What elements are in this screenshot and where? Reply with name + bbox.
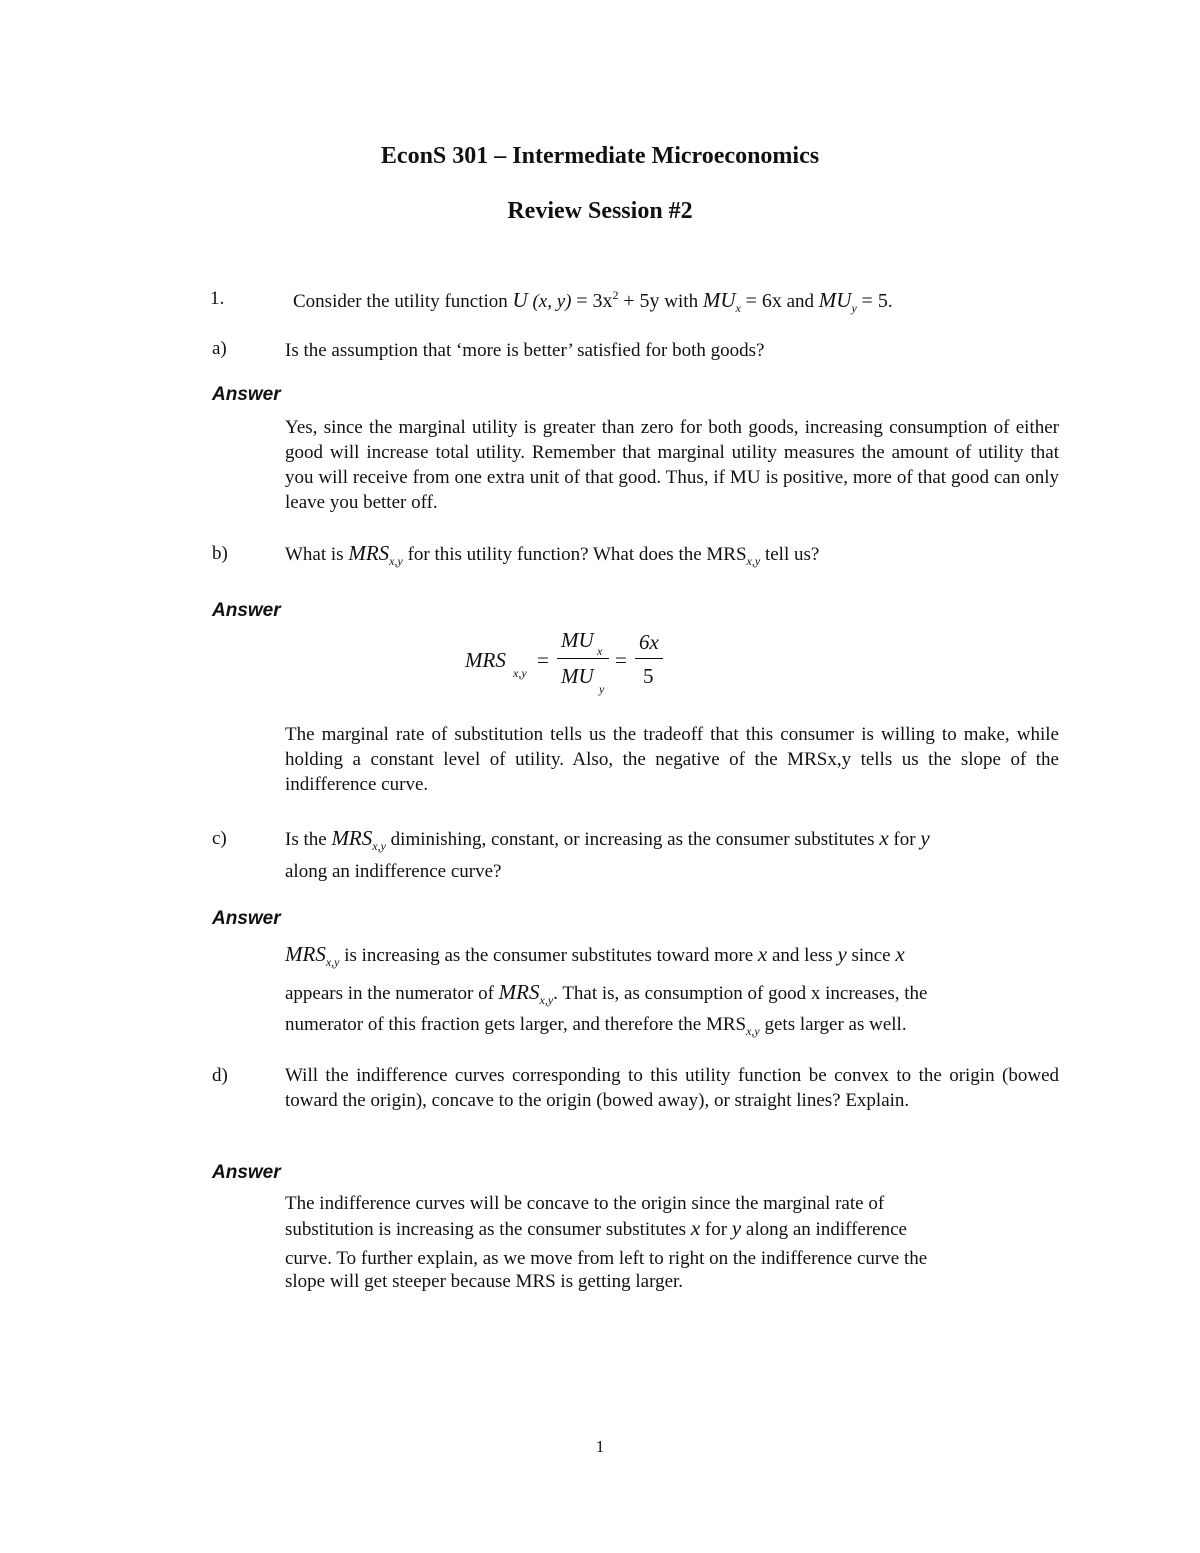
formula-mrs-subscript: x,y bbox=[513, 666, 527, 680]
part-a-label: a) bbox=[212, 338, 227, 359]
formula-equals-2: = bbox=[615, 648, 627, 672]
part-b-answer: The marginal rate of substitution tells us the tradeoff that this consumer is willing to make, while holding a constant level of utility. Also, the negative of the MRSx,y tells us the slope of the indifference curve. bbox=[285, 724, 1059, 795]
part-a-answer-label: Answer bbox=[212, 384, 281, 405]
part-c-question-line1: Is the $MRS_{x,y}$ diminishing, constant, or increasing as the consumer substitutes x for y bbox=[285, 826, 930, 853]
formula-frac-den: 5 bbox=[643, 664, 654, 688]
part-d-answer-line4: slope will get steeper because MRS is getting larger. bbox=[285, 1271, 684, 1292]
part-b-answer-label: Answer bbox=[212, 600, 281, 621]
mrs-formula bbox=[465, 628, 685, 698]
part-a-answer: Yes, since the marginal utility is greater than zero for both goods, increasing consumption of either good will increase total utility. Remember that marginal utility measures the amount of utility that you will receive from one extra unit of that good. Thus, if MU is positive, more of that good can only leave you better off. bbox=[285, 417, 1059, 513]
formula-num-sub: x bbox=[597, 644, 603, 658]
formula-den-sub: y bbox=[599, 682, 605, 696]
part-b-question: What is $MRS_{x,y}$ for this utility function? What does the $MRS_{x,y}$ tell us? bbox=[285, 541, 820, 568]
formula-mrs: MRS bbox=[465, 648, 506, 672]
part-d-label: d) bbox=[212, 1065, 228, 1086]
part-a-question: Is the assumption that ‘more is better’ satisfied for both goods? bbox=[285, 340, 765, 361]
formula-den-mu: MU bbox=[561, 664, 594, 688]
part-d-question: Will the indifference curves corresponding to this utility function be convex to the origin (bowed toward the origin), concave to the origin (bowed away), or straight lines? Explain. bbox=[285, 1065, 1059, 1111]
question-text: Consider the utility function U (x, $y) = 3x^2 + 5y$ with $MU_x = 6x$ and $MU_y = 5$. bbox=[293, 288, 893, 315]
part-d-answer-label: Answer bbox=[212, 1162, 281, 1183]
part-c-question-line2: along an indifference curve? bbox=[285, 861, 502, 882]
formula-fraction-bar-2 bbox=[635, 658, 663, 659]
part-c-label: c) bbox=[212, 828, 227, 849]
part-c-answer-label: Answer bbox=[212, 908, 281, 929]
formula-equals-1: = bbox=[537, 648, 549, 672]
document-title: EconS 301 – Intermediate Microeconomics bbox=[380, 143, 820, 169]
document-subtitle: Review Session #2 bbox=[507, 198, 693, 224]
part-c-answer-line3: numerator of this fraction gets larger, and therefore the $MRS_{x,y}$ gets larger as well. bbox=[285, 1014, 907, 1038]
question-number: 1. bbox=[210, 288, 225, 309]
part-d-answer-line3: curve. To further explain, as we move from left to right on the indifference curve the bbox=[285, 1248, 928, 1269]
part-b-label: b) bbox=[212, 543, 228, 564]
part-d-answer-line1: The indifference curves will be concave to the origin since the marginal rate of bbox=[285, 1193, 885, 1214]
part-c-answer-line1: $MRS_{x,y}$ is increasing as the consumer substitutes toward more x and less y since x bbox=[285, 942, 905, 969]
page-number: 1 bbox=[595, 1437, 605, 1456]
part-d-answer-line2: substitution is increasing as the consumer substitutes x for y along an indifference bbox=[285, 1216, 907, 1240]
formula-num-mu: MU bbox=[561, 628, 594, 652]
formula-frac-num: 6x bbox=[639, 630, 659, 654]
formula-fraction-bar-1 bbox=[557, 658, 609, 659]
part-c-answer-line2: appears in the numerator of $MRS_{x,y}$. That is, as consumption of good x increases, the bbox=[285, 980, 928, 1007]
